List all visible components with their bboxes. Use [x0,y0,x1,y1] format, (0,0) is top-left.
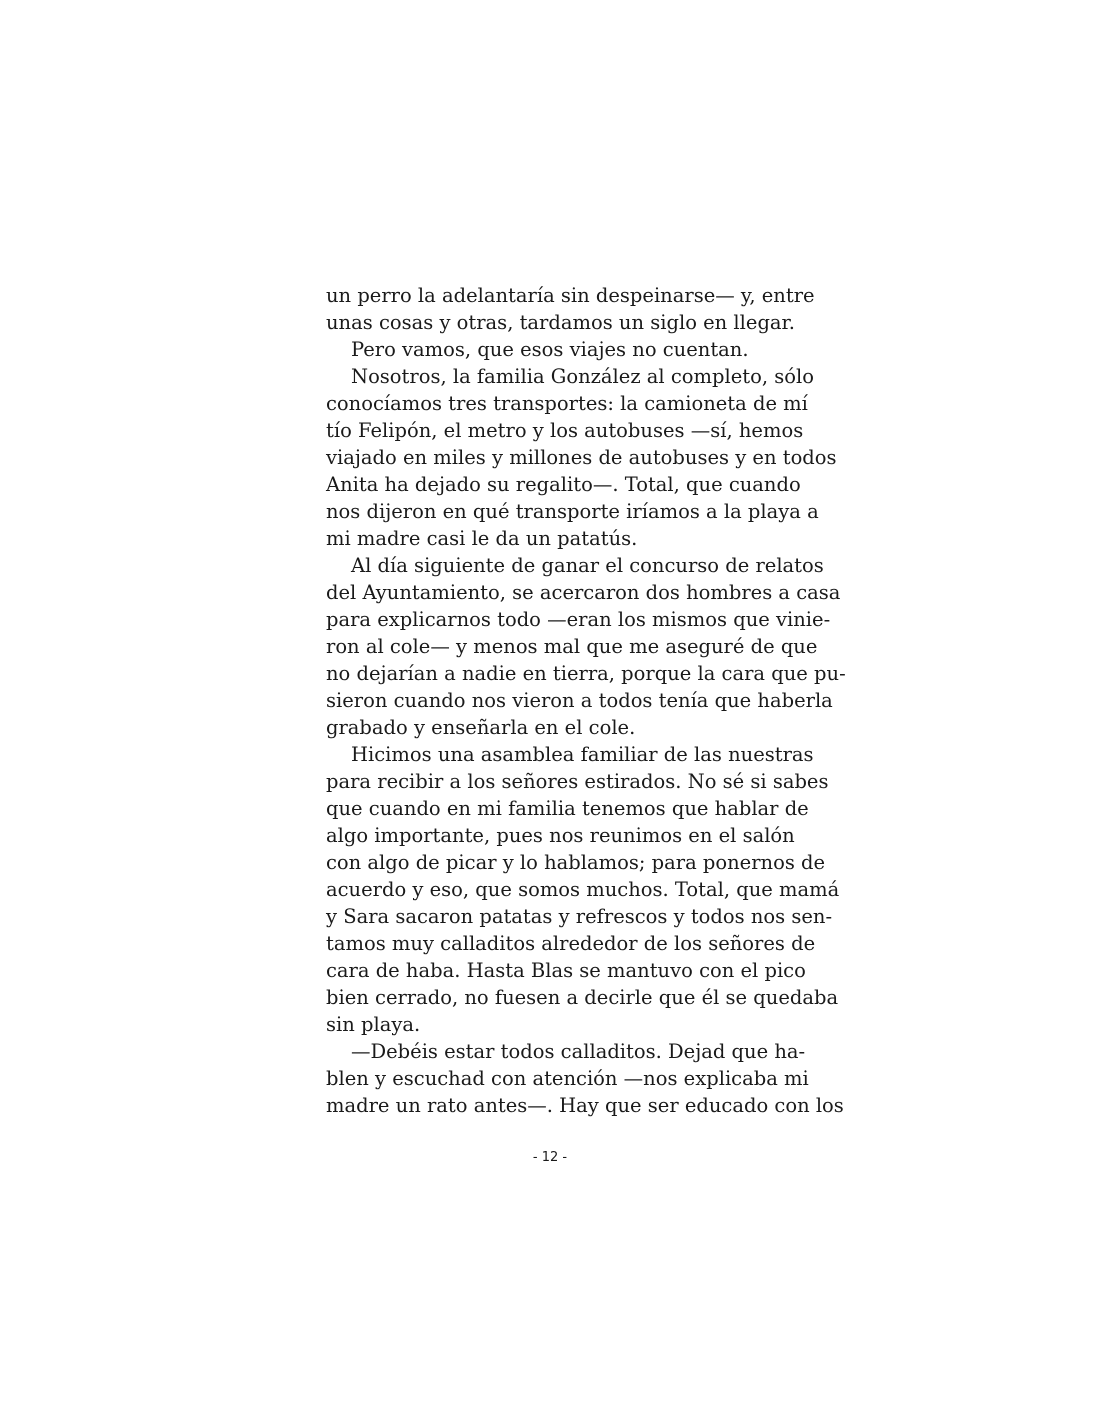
body-text [326,282,846,1119]
text-line: con algo de picar y lo hablamos; para ponernos de [326,851,826,874]
text-line: viajado en miles y millones de autobuses y en todos [326,446,837,469]
text-line: no dejarían a nadie en tierra, porque la cara que pu- [326,662,846,685]
text-line: del Ayuntamiento, se acercaron dos hombres a casa [326,581,841,604]
page-number: - 12 - [532,1150,568,1165]
text-line: conocíamos tres transportes: la camioneta de mí [326,392,808,415]
text-line: para recibir a los señores estirados. No sé si sabes [326,770,829,793]
text-line: Anita ha dejado su regalito—. Total, que cuando [326,473,801,496]
text-line: grabado y enseñarla en el cole. [326,716,636,739]
text-line: Nosotros, la familia González al completo, sólo [351,365,814,388]
text-line: un perro la adelantaría sin despeinarse— y, entre [326,284,815,307]
text-line: Hicimos una asamblea familiar de las nuestras [351,743,814,766]
text-line: mi madre casi le da un patatús. [326,527,638,550]
text-line: que cuando en mi familia tenemos que hablar de [326,797,809,820]
text-line: tío Felipón, el metro y los autobuses —sí, hemos [326,419,804,442]
text-line: Al día siguiente de ganar el concurso de relatos [351,554,824,577]
text-line: cara de haba. Hasta Blas se mantuvo con el pico [326,959,806,982]
text-line: para explicarnos todo —eran los mismos que vinie- [326,608,831,631]
text-line: Pero vamos, que esos viajes no cuentan. [351,338,749,361]
text-line: algo importante, pues nos reunimos en el salón [326,824,795,847]
text-line: madre un rato antes—. Hay que ser educado con los [326,1094,844,1117]
text-line: bien cerrado, no fuesen a decirle que él se quedaba [326,986,839,1009]
text-line: sieron cuando nos vieron a todos tenía que haberla [326,689,833,712]
text-line: acuerdo y eso, que somos muchos. Total, que mamá [326,878,840,901]
text-line: tamos muy calladitos alrededor de los señores de [326,932,816,955]
text-line: ron al cole— y menos mal que me aseguré de que [326,635,818,658]
text-line: —Debéis estar todos calladitos. Dejad que ha- [351,1040,806,1063]
text-line: y Sara sacaron patatas y refrescos y todos nos sen- [326,905,833,928]
text-line: blen y escuchad con atención —nos explicaba mi [326,1067,809,1090]
text-line: unas cosas y otras, tardamos un siglo en llegar. [326,311,795,334]
text-line: sin playa. [326,1013,421,1036]
text-line: nos dijeron en qué transporte iríamos a la playa a [326,500,819,523]
